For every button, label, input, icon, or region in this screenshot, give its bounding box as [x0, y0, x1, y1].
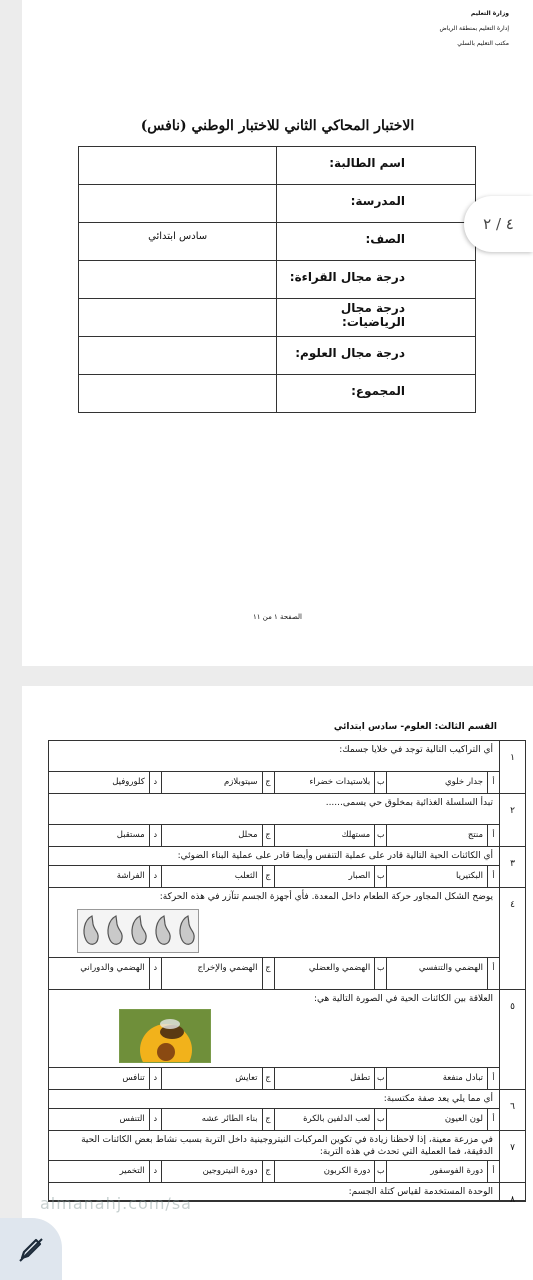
stomach-shape: [176, 914, 196, 948]
pen-icon: [16, 1234, 46, 1264]
question-row: [49, 1090, 525, 1131]
info-row: [79, 147, 476, 185]
option-text: مستقبل: [116, 830, 145, 840]
option-text: كلوروفيل: [112, 777, 145, 787]
section-title: القسم الثالث: العلوم- سادس ابتدائي: [333, 722, 497, 732]
bee-flower-photo: [119, 1009, 211, 1063]
option-text: دورة الفوسفور: [430, 1166, 483, 1176]
stomach-shape: [152, 914, 172, 948]
info-row: [79, 375, 476, 413]
question-stem: يوضح الشكل المجاور حركة الطعام داخل المعدة. فأي أجهزة الجسم تتآزر في هذه الحركة:: [159, 892, 493, 902]
option-letter: أ: [487, 772, 499, 793]
question-number: ٤: [499, 888, 525, 989]
info-label: المدرسة:: [277, 185, 476, 223]
option-text: الهضمي والدوراني: [80, 963, 145, 973]
info-value[interactable]: [79, 375, 277, 413]
info-label: درجة مجال القراءة:: [277, 261, 476, 299]
question-stem: أي التراكيب التالية توجد في خلايا جسمك:: [339, 745, 493, 755]
option-text: الفراشة: [116, 871, 145, 881]
question-stem: تبدأ السلسلة الغذائية بمخلوق حي يسمى......: [325, 798, 493, 808]
option-letter: ب: [374, 772, 386, 793]
answer-option[interactable]: [386, 958, 499, 989]
info-row: [79, 337, 476, 375]
option-text: لون العيون: [444, 1114, 483, 1124]
info-row: [79, 185, 476, 223]
option-letter: ج: [262, 1068, 274, 1089]
answer-options: [49, 1067, 499, 1089]
ministry-header: [440, 6, 509, 51]
answer-option[interactable]: [386, 866, 499, 887]
option-letter: ج: [262, 1109, 274, 1130]
info-row: [79, 299, 476, 337]
answer-option[interactable]: [49, 958, 161, 989]
option-text: التخمير: [119, 1166, 145, 1176]
info-label: الصف:: [277, 223, 476, 261]
option-text: الهضمي والتنفسي: [418, 963, 483, 973]
stomach-shape: [80, 914, 100, 948]
answer-option[interactable]: [274, 1109, 387, 1130]
option-text: لعب الدلفين بالكرة: [303, 1114, 371, 1124]
answer-option[interactable]: [274, 1068, 387, 1089]
question-number: ٣: [499, 847, 525, 887]
answer-option[interactable]: [161, 825, 274, 846]
option-letter: ب: [374, 958, 386, 989]
answer-options: [49, 771, 499, 793]
question-stem: أي مما يلي يعد صفة مكتسبة:: [383, 1094, 493, 1104]
answer-option[interactable]: [49, 1109, 161, 1130]
exam-title: الاختبار المحاكي الثاني للاختبار الوطني (نافس): [140, 118, 415, 134]
bee-icon: [120, 1010, 211, 1063]
answer-option[interactable]: [161, 772, 274, 793]
option-letter: د: [149, 866, 161, 887]
option-text: دورة النيتروجين: [202, 1166, 258, 1176]
question-number: ٨: [499, 1183, 525, 1200]
info-row: [79, 261, 476, 299]
answer-option[interactable]: [274, 772, 387, 793]
option-letter: أ: [487, 825, 499, 846]
info-label: المجموع:: [277, 375, 476, 413]
answer-option[interactable]: [386, 825, 499, 846]
answer-option[interactable]: [49, 866, 161, 887]
info-value[interactable]: [79, 147, 277, 185]
option-text: الصبار: [348, 871, 371, 881]
option-letter: د: [149, 1068, 161, 1089]
answer-options: [49, 824, 499, 846]
option-text: تنافس: [122, 1073, 145, 1083]
option-text: دورة الكربون: [323, 1166, 371, 1176]
question-number: ٧: [499, 1131, 525, 1182]
option-letter: ج: [262, 772, 274, 793]
answer-option[interactable]: [386, 1161, 499, 1182]
info-value[interactable]: [79, 185, 277, 223]
question-row: [49, 794, 525, 847]
answer-option[interactable]: [161, 958, 274, 989]
info-value[interactable]: [79, 261, 277, 299]
question-row: [49, 888, 525, 990]
answer-option[interactable]: [49, 1161, 161, 1182]
answer-option[interactable]: [274, 1161, 387, 1182]
option-letter: ج: [262, 958, 274, 989]
option-letter: ب: [374, 1068, 386, 1089]
answer-option[interactable]: [274, 866, 387, 887]
option-text: تعايش: [235, 1073, 258, 1083]
option-letter: ج: [262, 866, 274, 887]
question-stem: في مزرعة معينة، إذا لاحظنا زيادة في تكوين المركبات النيتروجينية داخل التربة بسبب نشاط بعض الكائنات الحية الدقيقة، فما العملية التي تحدث في هذه التربة:: [81, 1135, 493, 1157]
question-number: ٢: [499, 794, 525, 846]
question-row: [49, 1131, 525, 1183]
answer-option[interactable]: [386, 1109, 499, 1130]
answer-option[interactable]: [161, 866, 274, 887]
stomach-shape: [104, 914, 124, 948]
option-text: التنفس: [119, 1114, 145, 1124]
option-text: الهضمي والعضلي: [308, 963, 371, 973]
answer-options: [49, 1108, 499, 1130]
answer-option[interactable]: [161, 1161, 274, 1182]
question-stem: أي الكائنات الحية التالية قادر على عملية التنفس وأيضا قادر على عملية البناء الضوئي:: [177, 851, 493, 861]
option-letter: ب: [374, 1161, 386, 1182]
option-letter: ب: [374, 1109, 386, 1130]
stomach-shape: [128, 914, 148, 948]
answer-option[interactable]: [161, 1068, 274, 1089]
option-text: مستهلك: [341, 830, 371, 840]
info-value[interactable]: سادس ابتدائي: [79, 223, 277, 261]
student-info-table: [78, 146, 476, 413]
question-number: ١: [499, 741, 525, 793]
info-value[interactable]: [79, 299, 277, 337]
option-letter: د: [149, 1109, 161, 1130]
page-indicator[interactable]: ٤ / ٢: [464, 196, 533, 252]
answer-option[interactable]: [49, 1068, 161, 1089]
option-text: بلاستيدات خضراء: [309, 777, 371, 787]
option-text: منتج: [467, 830, 483, 840]
option-letter: د: [149, 825, 161, 846]
header-line: وزارة التعليم: [470, 10, 509, 17]
option-letter: أ: [487, 1109, 499, 1130]
question-row: [49, 741, 525, 794]
option-letter: أ: [487, 866, 499, 887]
option-letter: أ: [487, 1068, 499, 1089]
info-value[interactable]: [79, 337, 277, 375]
option-text: محلل: [238, 830, 258, 840]
science-questions-page: [22, 686, 533, 1280]
question-number: ٦: [499, 1090, 525, 1130]
question-stem: العلاقة بين الكائنات الحية في الصورة التالية هي:: [314, 994, 493, 1004]
edit-button[interactable]: [0, 1218, 62, 1280]
question-row: [49, 990, 525, 1090]
info-label: اسم الطالبة:: [277, 147, 476, 185]
answer-option[interactable]: [386, 772, 499, 793]
info-label: درجة مجال العلوم:: [277, 337, 476, 375]
question-stem: الوحدة المستخدمة لقياس كتلة الجسم:: [348, 1187, 493, 1197]
header-line: مكتب التعليم بالسلي: [457, 40, 509, 47]
option-text: تطفل: [350, 1073, 371, 1083]
option-letter: د: [149, 772, 161, 793]
page-number-footer: الصفحة ١ من ١١: [252, 613, 302, 621]
header-line: إدارة التعليم بمنطقة الرياض: [439, 25, 509, 32]
exam-cover-page: [22, 0, 533, 666]
option-letter: ب: [374, 866, 386, 887]
answer-option[interactable]: [49, 825, 161, 846]
option-text: تبادل منفعة: [442, 1073, 483, 1083]
info-label: درجة مجال الرياضيات:: [277, 299, 476, 337]
option-letter: د: [149, 958, 161, 989]
answer-option[interactable]: [161, 1109, 274, 1130]
option-letter: د: [149, 1161, 161, 1182]
stomach-diagram-image: [77, 909, 199, 953]
option-text: البكتيريا: [456, 871, 483, 881]
info-row: [79, 223, 476, 261]
answer-options: [49, 1160, 499, 1182]
question-number: ٥: [499, 990, 525, 1089]
option-text: الهضمي والإخراج: [197, 963, 258, 973]
answer-option[interactable]: [274, 825, 387, 846]
option-text: بناء الطائر عشه: [201, 1114, 258, 1124]
option-letter: أ: [487, 958, 499, 989]
option-text: سيتوبلازم: [224, 777, 258, 787]
option-letter: ب: [374, 825, 386, 846]
answer-options: [49, 865, 499, 887]
answer-options: [49, 957, 499, 989]
answer-option[interactable]: [49, 772, 161, 793]
answer-option[interactable]: [274, 958, 387, 989]
option-letter: ج: [262, 825, 274, 846]
option-text: الثعلب: [234, 871, 258, 881]
option-text: جدار خلوي: [445, 777, 483, 787]
question-row: [49, 847, 525, 888]
answer-option[interactable]: [386, 1068, 499, 1089]
option-letter: أ: [487, 1161, 499, 1182]
option-letter: ج: [262, 1161, 274, 1182]
watermark: almanahj.com/sa: [40, 1194, 192, 1213]
